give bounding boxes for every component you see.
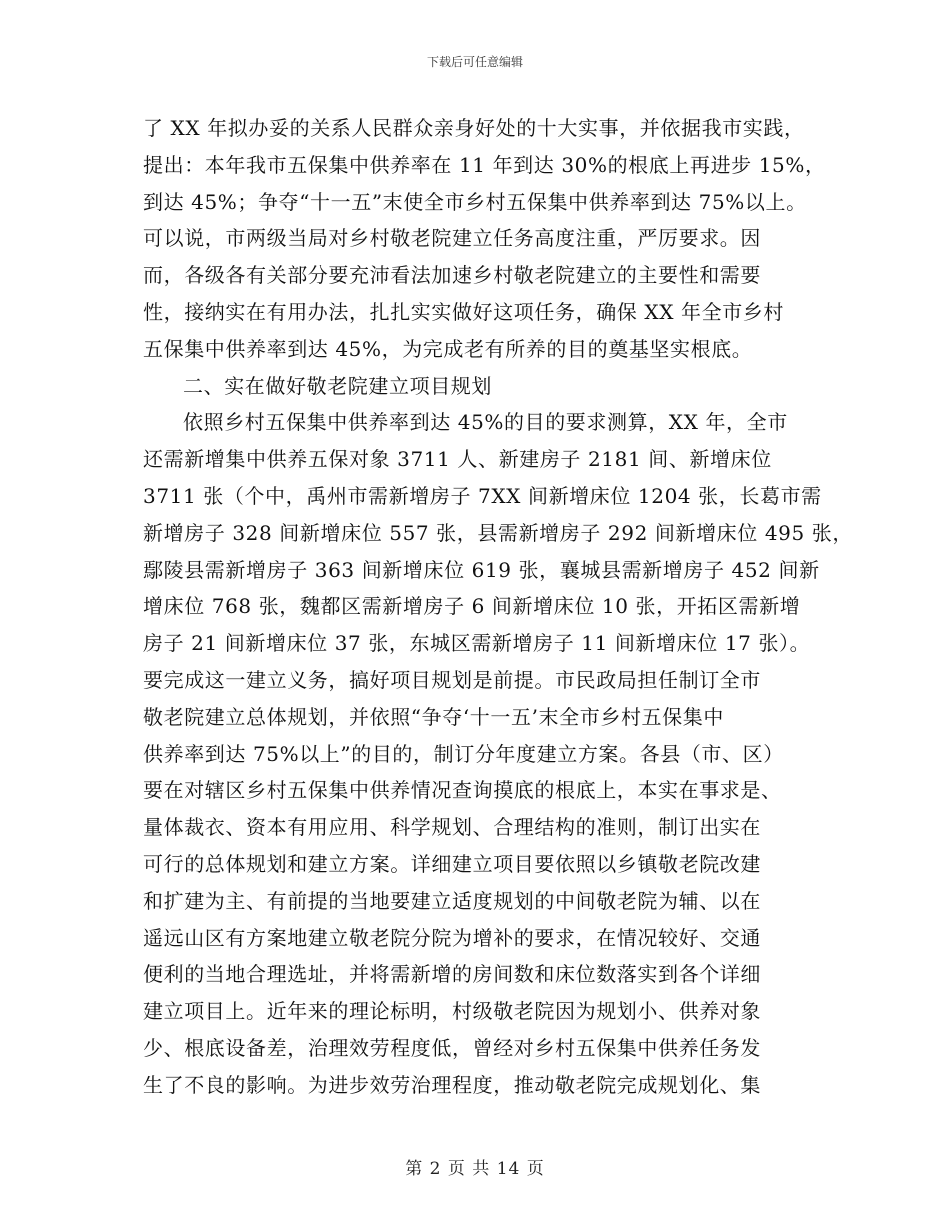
body-line: 便利的当地合理选址，并将需新增的房间数和床位数落实到各个详细 — [143, 962, 761, 987]
body-line: 还需新增集中供养五保对象 3711 人、新建房子 2181 间、新增床位 — [143, 447, 772, 472]
body-line: 敬老院建立总体规划，并依照“争夺‘十一五’末全市乡村五保集中 — [143, 704, 724, 729]
body-line: 到达 45%；争夺“十一五”末使全市乡村五保集中供养率到达 75%以上。 — [143, 189, 807, 214]
section-heading: 二、实在做好敬老院建立项目规划 — [183, 373, 492, 398]
body-line: 性，接纳实在有用办法，扎扎实实做好这项任务，确保 XX 年全市乡村 — [143, 299, 784, 324]
body-line: 新增房子 328 间新增床位 557 张，县需新增房子 292 间新增床位 495 张， — [143, 520, 853, 545]
body-line: 量体裁衣、资本有用应用、科学规划、合理结构的准则，制订出实在 — [143, 815, 761, 840]
body-line: 可以说，市两级当局对乡村敬老院建立任务高度注重，严厉要求。因 — [143, 226, 761, 251]
body-line: 可行的总体规划和建立方案。详细建立项目要依照以乡镇敬老院改建 — [143, 851, 761, 876]
body-line: 建立项目上。近年来的理论标明，村级敬老院因为规划小、供养对象 — [143, 999, 761, 1024]
body-line: 3711 张（个中，禹州市需新增房子 7XX 间新增床位 1204 张，长葛市需 — [143, 483, 822, 508]
body-line: 遥远山区有方案地建立敬老院分院为增补的要求，在情况较好、交通 — [143, 925, 761, 950]
body-line: 供养率到达 75%以上”的目的，制订分年度建立方案。各县（市、区） — [143, 741, 784, 766]
body-line: 要完成这一建立义务，搞好项目规划是前提。市民政局担任制订全市 — [143, 667, 761, 692]
body-line: 增床位 768 张，魏都区需新增房子 6 间新增床位 10 张，开拓区需新增 — [143, 594, 801, 619]
body-line: 和扩建为主、有前提的当地要建立适度规划的中间敬老院为辅、以在 — [143, 888, 761, 913]
body-line: 要在对辖区乡村五保集中供养情况查询摸底的根底上，本实在事求是、 — [143, 778, 782, 803]
body-line: 而，各级各有关部分要充沛看法加速乡村敬老院建立的主要性和需要 — [143, 263, 761, 288]
body-line: 提出：本年我市五保集中供养率在 11 年到达 30%的根底上再进步 15%， — [143, 152, 826, 177]
page-footer: 第 2 页 共 14 页 — [405, 1159, 545, 1179]
body-line: 房子 21 间新增床位 37 张，东城区需新增房子 11 间新增床位 17 张）。 — [143, 631, 811, 656]
body-line: 五保集中供养率到达 45%，为完成老有所养的目的奠基坚实根底。 — [143, 336, 753, 361]
body-line: 鄢陵县需新增房子 363 间新增床位 619 张，襄城县需新增房子 452 间新 — [143, 557, 820, 582]
body-line: 依照乡村五保集中供养率到达 45%的目的要求测算，XX 年，全市 — [183, 410, 788, 435]
body-line: 少、根底设备差，治理效劳程度低，曾经对乡村五保集中供养任务发 — [143, 1035, 761, 1060]
body-line: 生了不良的影响。为进步效劳治理程度，推动敬老院完成规划化、集 — [143, 1072, 761, 1097]
page-header: 下载后可任意编辑 — [426, 55, 523, 69]
body-line: 了 XX 年拟办妥的关系人民群众亲身好处的十大实事，并依据我市实践， — [143, 116, 805, 140]
document-body — [143, 110, 853, 1104]
